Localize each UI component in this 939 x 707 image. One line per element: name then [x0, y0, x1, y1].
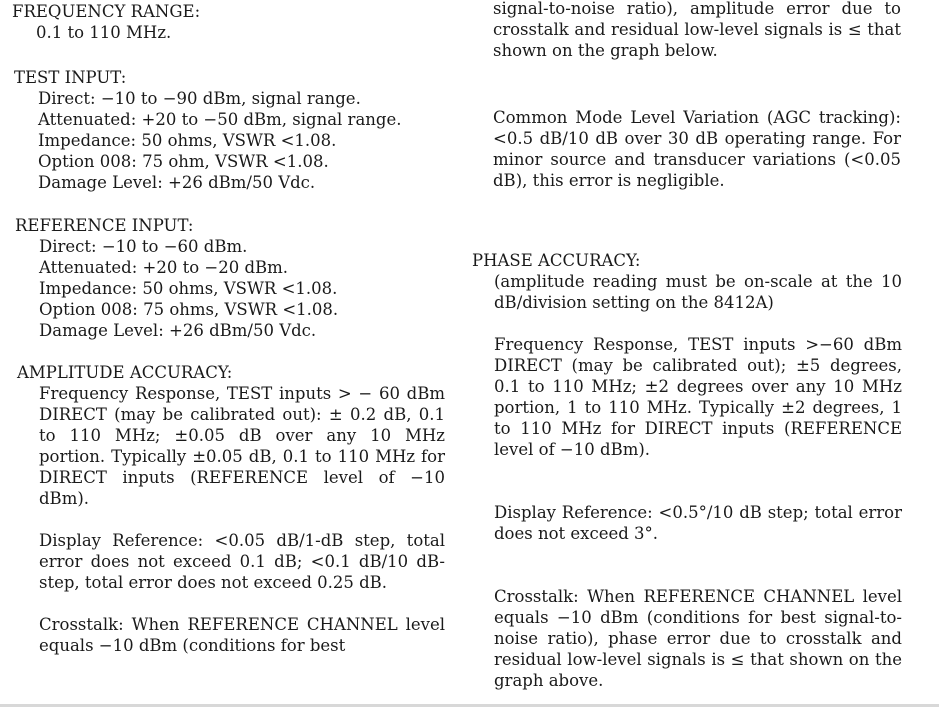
- phase-accuracy-section: [472, 250, 902, 691]
- amplitude-crosstalk-continued: signal-to-noise ratio), amplitude error due to crosstalk and residual low-level signals is ≤ that shown on the graph below.: [493, 0, 901, 60]
- phase-crosstalk: Crosstalk: When REFERENCE CHANNEL level equals −10 dBm (conditions for best signal-to-noise ratio), phase error due to crosstalk and residual low-level signals is ≤ that shown on the graph above.: [494, 587, 902, 690]
- test-input-impedance: Impedance: 50 ohms, VSWR <1.08.: [38, 131, 337, 150]
- frequency-range-value: 0.1 to 110 MHz.: [36, 23, 172, 42]
- test-input-section: [14, 67, 401, 193]
- phase-accuracy-heading: PHASE ACCURACY:: [472, 251, 641, 270]
- amplitude-crosstalk: Crosstalk: When REFERENCE CHANNEL level equals −10 dBm (conditions for best: [39, 615, 445, 655]
- reference-input-attenuated: Attenuated: +20 to −20 dBm.: [39, 258, 289, 277]
- common-mode-section: [493, 107, 901, 191]
- test-input-direct: Direct: −10 to −90 dBm, signal range.: [38, 89, 361, 108]
- reference-input-section: [15, 215, 338, 341]
- amplitude-display-reference: Display Reference: <0.05 dB/1-dB step, total error does not exceed 0.1 dB; <0.1 dB/10 dB-step, total error does not exceed 0.25 dB.: [39, 531, 445, 592]
- test-input-damage-level: Damage Level: +26 dBm/50 Vdc.: [38, 173, 316, 192]
- phase-frequency-response: Frequency Response, TEST inputs >−60 dBm DIRECT (may be calibrated out); ±5 degrees, 0.1 to 110 MHz; ±2 degrees over any 10 MHz portion, 1 to 110 MHz. Typically ±2 degrees, 1 to 110 MHz for DIRECT inputs (REFERENCE level of −10 dBm).: [494, 335, 902, 459]
- frequency-range-section: [12, 1, 200, 43]
- amplitude-accuracy-heading: AMPLITUDE ACCURACY:: [17, 363, 233, 382]
- reference-input-heading: REFERENCE INPUT:: [15, 216, 194, 235]
- common-mode-level-variation: Common Mode Level Variation (AGC tracking): <0.5 dB/10 dB over 30 dB operating range. For minor source and transducer variations (<0.05 dB), this error is negligible.: [493, 108, 901, 190]
- test-input-option-008: Option 008: 75 ohm, VSWR <1.08.: [38, 152, 329, 171]
- phase-accuracy-note: (amplitude reading must be on-scale at the 10 dB/division setting on the 8412A): [494, 272, 902, 312]
- amplitude-accuracy-section: [17, 362, 445, 656]
- reference-input-direct: Direct: −10 to −60 dBm.: [39, 237, 248, 256]
- test-input-attenuated: Attenuated: +20 to −50 dBm, signal range.: [38, 110, 402, 129]
- reference-input-impedance: Impedance: 50 ohms, VSWR <1.08.: [39, 279, 338, 298]
- crosstalk-continuation: [493, 0, 901, 61]
- test-input-heading: TEST INPUT:: [14, 68, 127, 87]
- phase-display-reference: Display Reference: <0.5°/10 dB step; total error does not exceed 3°.: [494, 503, 902, 543]
- amplitude-frequency-response: Frequency Response, TEST inputs > − 60 dBm DIRECT (may be calibrated out): ± 0.2 dB, 0.1 to 110 MHz; ±0.05 dB over any 10 MHz portion. Typically ±0.05 dB, 0.1 to 110 MHz for DIRECT inputs (REFERENCE level of −10 dBm).: [39, 384, 445, 508]
- reference-input-damage-level: Damage Level: +26 dBm/50 Vdc.: [39, 321, 317, 340]
- frequency-range-heading: FREQUENCY RANGE:: [12, 2, 201, 21]
- reference-input-option-008: Option 008: 75 ohms, VSWR <1.08.: [39, 300, 339, 319]
